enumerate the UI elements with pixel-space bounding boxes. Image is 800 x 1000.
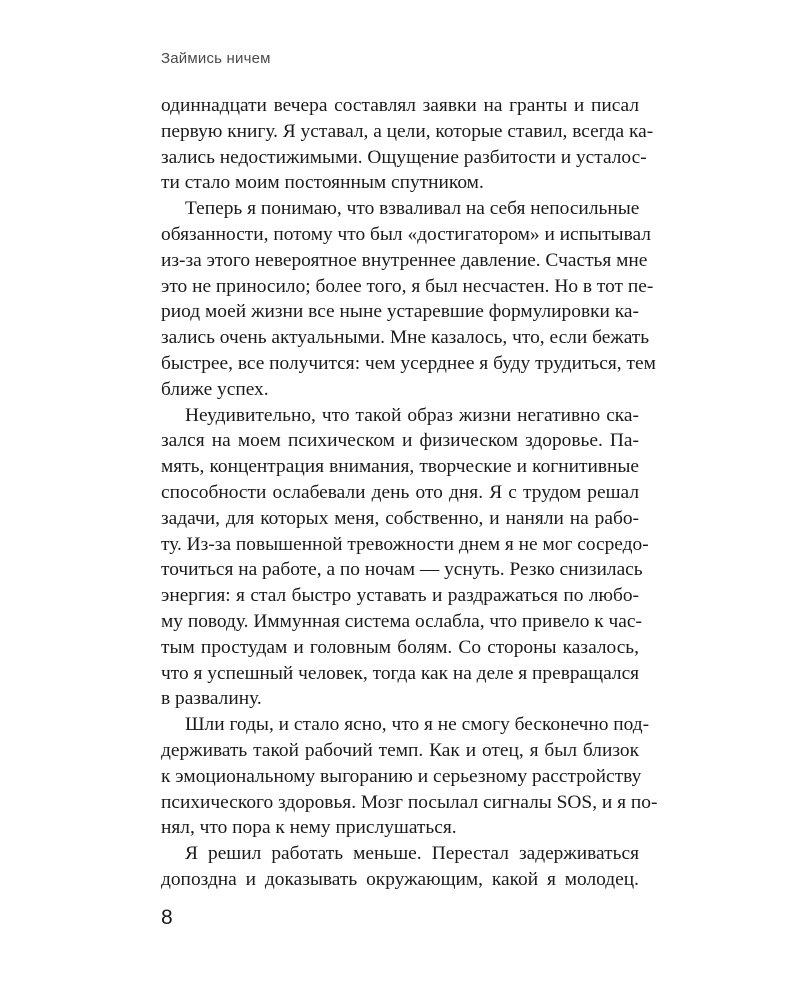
text-line: в развалину.	[161, 688, 262, 710]
text-line: зался на моем психическом и физическом здоровье. Па-	[161, 430, 639, 452]
text-line: это не приносило; более того, я был несчастен. Но в тот пе-	[161, 275, 654, 297]
text-line: зались очень актуальными. Мне казалось, что, если бежать	[161, 327, 650, 349]
text-line: точиться на работе, а по ночам — уснуть. Резко снизилась	[161, 559, 643, 581]
text-line: Теперь я понимаю, что взваливал на себя непосильные	[185, 198, 640, 220]
text-line: нял, что пора к нему прислушаться.	[161, 817, 457, 839]
text-line: ближе успех.	[161, 378, 269, 400]
text-line: му поводу. Иммунная система ослабла, что привело к час-	[161, 610, 642, 632]
text-line: зались недостижимыми. Ощущение разбитости и усталос-	[161, 146, 647, 168]
text-line: способности ослабевали день ото дня. Я с трудом решал	[161, 481, 639, 503]
body-text	[161, 93, 658, 893]
text-line: допоздна и доказывать окружающим, какой я молодец.	[161, 868, 639, 890]
text-line: держивать такой рабочий темп. Как и отец, я был близок	[161, 739, 639, 761]
text-line: ту. Из-за повышенной тревожности днем я не мог сосредо-	[161, 533, 649, 555]
text-line: из-за этого невероятное внутреннее давление. Счастья мне	[161, 249, 648, 271]
text-line: обязанности, потому что был «достигатором» и испытывал	[161, 223, 651, 245]
text-line: что я успешный человек, тогда как на деле я превращался	[161, 662, 640, 684]
text-line: к эмоциональному выгоранию и серьезному расстройству	[161, 765, 642, 787]
text-line: первую книгу. Я уставал, а цели, которые ставил, всегда ка-	[161, 120, 654, 142]
text-line: задачи, для которых меня, собственно, и наняли на рабо-	[161, 507, 639, 529]
text-line: быстрее, все получится: чем усерднее я буду трудиться, тем	[161, 352, 656, 374]
text-line: Неудивительно, что такой образ жизни негативно ска-	[185, 404, 639, 426]
text-line: ти стало моим постоянным спутником.	[161, 172, 484, 194]
text-line: Я решил работать меньше. Перестал задерживаться	[185, 843, 639, 865]
running-head: Займись ничем	[161, 50, 271, 67]
text-line: тым простудам и головным болям. Со стороны казалось,	[161, 636, 639, 658]
text-line: Шли годы, и стало ясно, что я не смогу бесконечно под-	[185, 714, 650, 736]
page-number: 8	[161, 906, 173, 929]
text-line: одиннадцати вечера составлял заявки на гранты и писал	[161, 95, 639, 116]
text-line: мять, концентрация внимания, творческие и когнитивные	[161, 456, 639, 478]
text-line: психического здоровья. Мозг посылал сигналы SOS, и я по-	[161, 791, 658, 813]
text-line: риод моей жизни все ныне устаревшие формулировки ка-	[161, 301, 639, 323]
text-line: энергия: я стал быстро уставать и раздражаться по любо-	[161, 585, 639, 607]
